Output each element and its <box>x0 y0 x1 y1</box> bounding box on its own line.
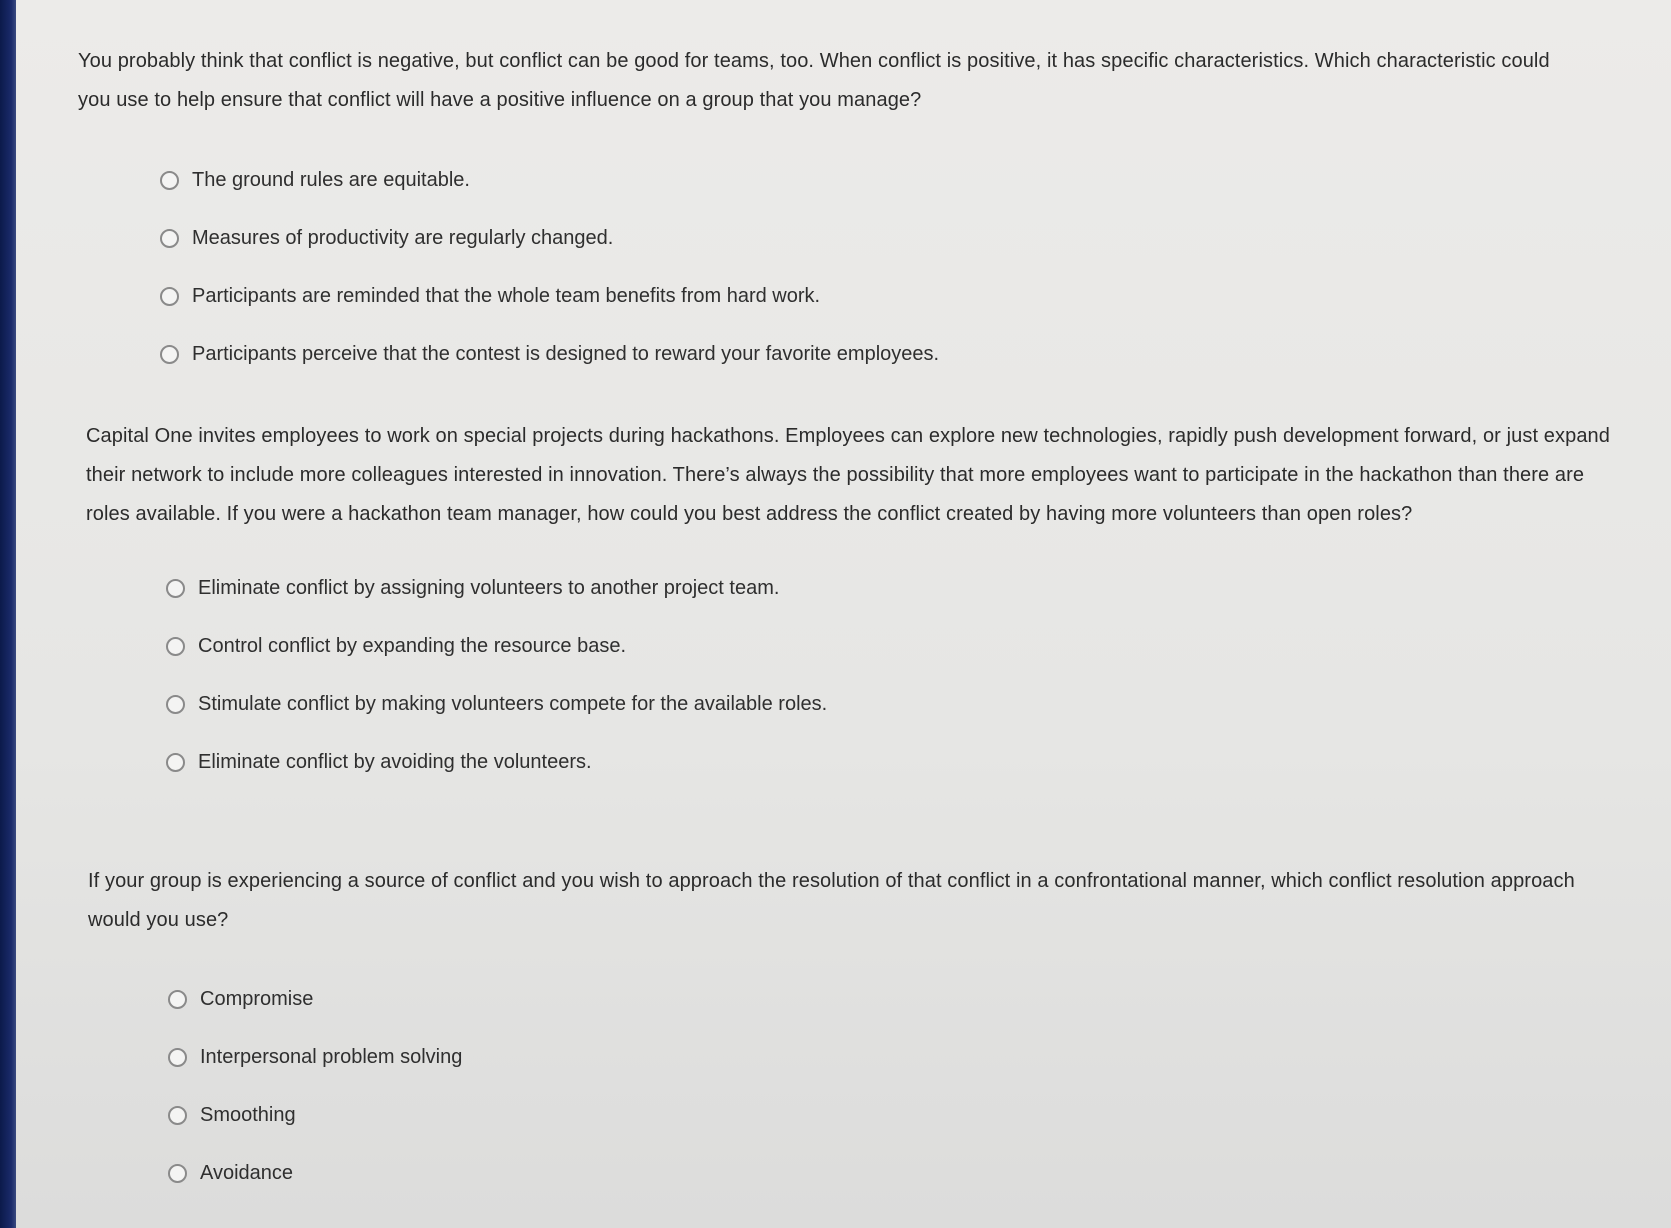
question-3-options <box>168 970 1608 1202</box>
question-3-option-4[interactable] <box>168 1144 1608 1202</box>
question-1-option-1[interactable] <box>160 151 1578 209</box>
quiz-page <box>16 0 1671 1228</box>
radio-unselected-icon[interactable] <box>168 1048 187 1067</box>
radio-unselected-icon[interactable] <box>168 1164 187 1183</box>
radio-unselected-icon[interactable] <box>168 990 187 1009</box>
question-3-text: If your group is experiencing a source of conflict and you wish to approach the resolution of that conflict in a confrontational manner, which conflict resolution approach would you use? <box>88 870 1575 931</box>
option-label: Participants are reminded that the whole team benefits from hard work. <box>192 284 821 307</box>
question-2-options <box>166 559 1626 791</box>
question-1-options <box>160 151 1578 383</box>
question-2-option-1[interactable] <box>166 559 1626 617</box>
question-3-option-2[interactable] <box>168 1028 1608 1086</box>
question-3 <box>88 862 1608 1202</box>
question-2 <box>86 417 1626 791</box>
question-1-text: You probably think that conflict is negative, but conflict can be good for teams, too. When conflict is positive, it has specific characteristics. Which characteristic could you use to help ensure that conflict will have a positive influence on a group that you manage? <box>78 50 1550 111</box>
radio-unselected-icon[interactable] <box>168 1106 187 1125</box>
option-label: Stimulate conflict by making volunteers compete for the available roles. <box>198 692 828 715</box>
question-2-option-2[interactable] <box>166 617 1626 675</box>
radio-unselected-icon[interactable] <box>160 345 179 364</box>
radio-unselected-icon[interactable] <box>166 637 185 656</box>
radio-unselected-icon[interactable] <box>160 171 179 190</box>
radio-unselected-icon[interactable] <box>166 753 185 772</box>
question-1-option-3[interactable] <box>160 267 1578 325</box>
option-label: Control conflict by expanding the resource base. <box>198 634 627 657</box>
radio-unselected-icon[interactable] <box>166 579 185 598</box>
option-label: Smoothing <box>200 1103 296 1126</box>
option-label: Eliminate conflict by avoiding the volunteers. <box>198 750 592 773</box>
option-label: Participants perceive that the contest is designed to reward your favorite employees. <box>192 342 940 365</box>
option-label: Eliminate conflict by assigning volunteers to another project team. <box>198 576 780 599</box>
option-label: Compromise <box>200 987 314 1010</box>
option-label: Interpersonal problem solving <box>200 1045 463 1068</box>
question-3-option-3[interactable] <box>168 1086 1608 1144</box>
option-label: The ground rules are equitable. <box>192 168 470 191</box>
question-1 <box>78 42 1578 383</box>
question-1-option-2[interactable] <box>160 209 1578 267</box>
radio-unselected-icon[interactable] <box>166 695 185 714</box>
question-2-text: Capital One invites employees to work on special projects during hackathons. Employees can explore new technologies, rapidly push development forward, or just expand their network to include more colleagues interested in innovation. There’s always the possibility that more employees want to participate in the hackathon than there are roles available. If you were a hackathon team manager, how could you best address the conflict created by having more volunteers than open roles? <box>86 425 1610 525</box>
radio-unselected-icon[interactable] <box>160 229 179 248</box>
question-2-option-4[interactable] <box>166 733 1626 791</box>
question-3-option-1[interactable] <box>168 970 1608 1028</box>
question-1-option-4[interactable] <box>160 325 1578 383</box>
option-label: Measures of productivity are regularly changed. <box>192 226 614 249</box>
question-2-option-3[interactable] <box>166 675 1626 733</box>
radio-unselected-icon[interactable] <box>160 287 179 306</box>
option-label: Avoidance <box>200 1161 294 1184</box>
left-edge-bar <box>0 0 16 1228</box>
